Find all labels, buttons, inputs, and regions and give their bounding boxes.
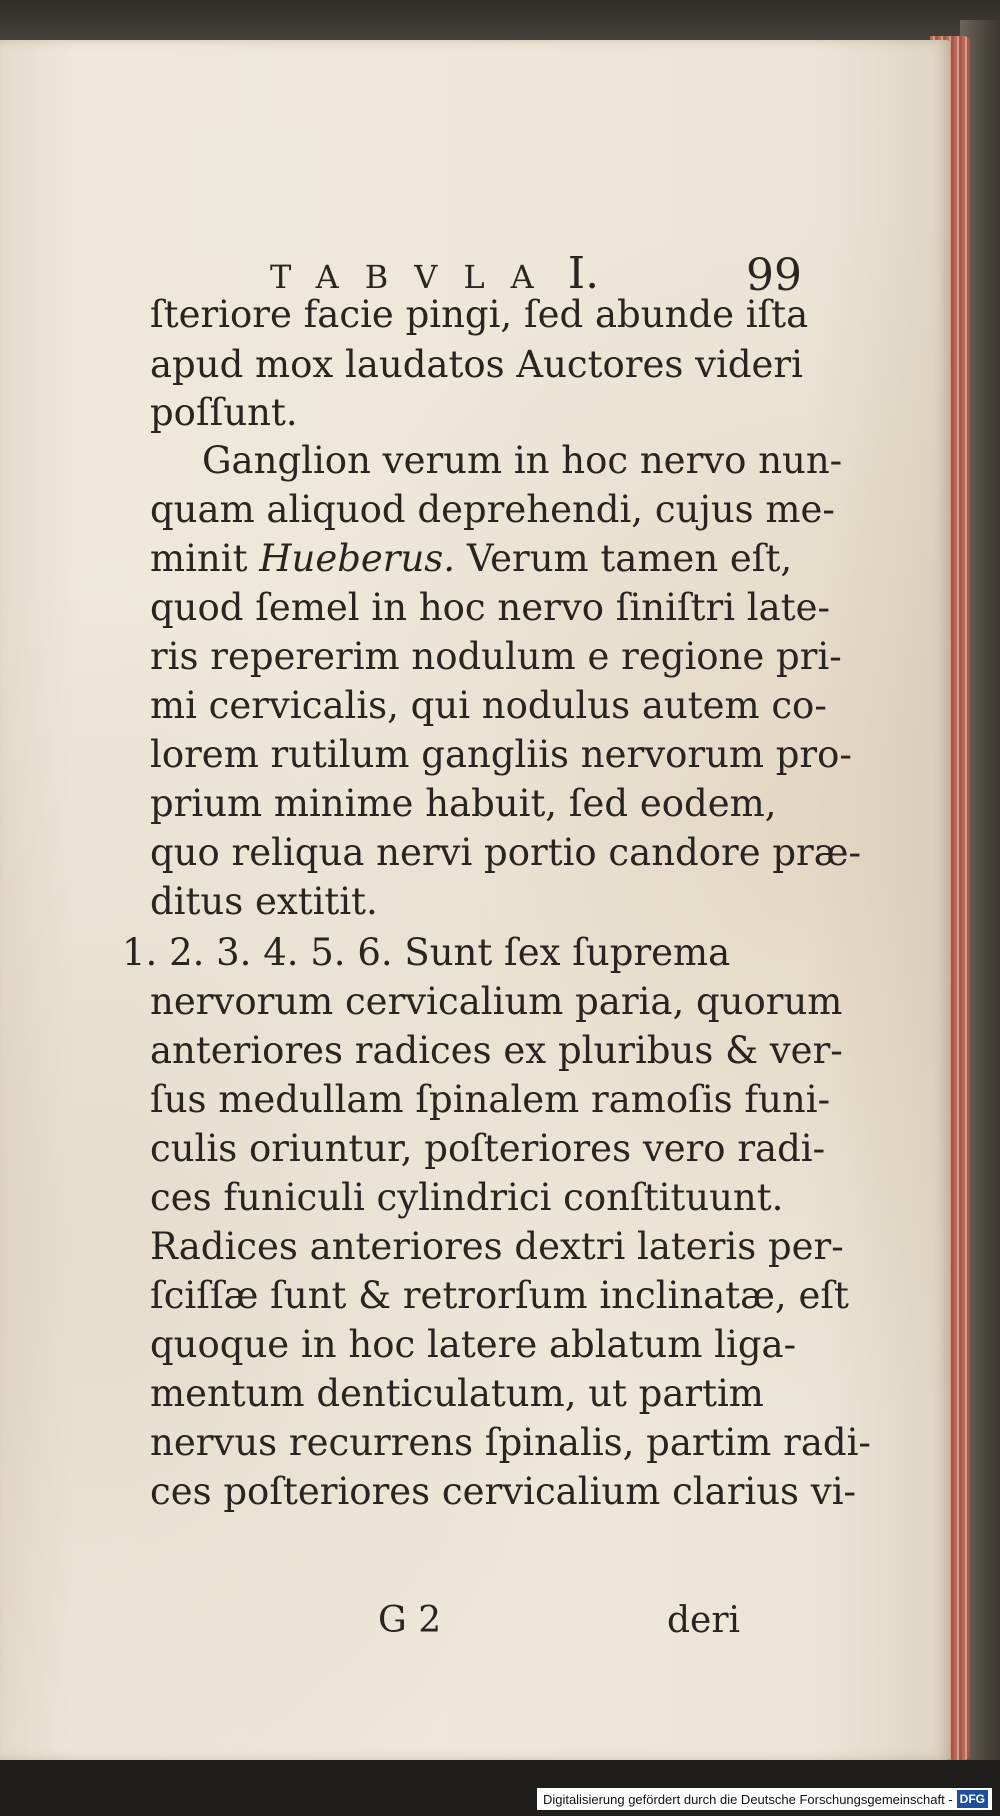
text-line: prium minime habuit, ſed eodem, [150, 782, 777, 825]
text-line: quoque in hoc latere ablatum liga- [150, 1323, 797, 1366]
text-line: ſteriore facie pingi, ſed abunde iſta [150, 293, 809, 336]
text-line: ſus medullam ſpinalem ramoſis funi- [150, 1078, 831, 1121]
text-line: ditus extitit. [150, 880, 378, 923]
text-line: nervorum cervicalium paria, quorum [150, 980, 843, 1023]
author-name: Hueberus. [259, 537, 456, 580]
page-number: 99 [746, 250, 802, 301]
table-number: I. [567, 248, 600, 299]
text-line: culis oriuntur, poſteriores vero radi- [150, 1127, 826, 1170]
text-line: apud mox laudatos Auctores videri [150, 343, 803, 386]
text-line: lorem rutilum gangliis nervorum pro- [150, 733, 852, 776]
text-line: mi cervicalis, qui nodulus autem co- [150, 684, 827, 727]
text-line: quod ſemel in hoc nervo ſiniſtri late- [150, 586, 830, 629]
text-line: Radices anteriores dextri lateris per- [150, 1225, 844, 1268]
running-title: TABVLA [270, 258, 560, 296]
text-line: ces poſteriores cervicalium clarius vi- [150, 1470, 857, 1513]
signature-mark: G 2 [378, 1600, 442, 1641]
text-line: Ganglion verum in hoc nervo nun- [202, 439, 843, 482]
bottom-strip [0, 1760, 1000, 1816]
text-fragment: minit [150, 537, 260, 580]
text-line: ces funiculi cylindrici conſtituunt. [150, 1176, 784, 1219]
text-line [150, 534, 792, 584]
text-line: nervus recurrens ſpinalis, partim radi- [150, 1421, 871, 1464]
book-page [0, 40, 950, 1760]
text-line: ſciſſæ ſunt & retrorſum inclinatæ, eſt [150, 1274, 849, 1317]
dfg-logo: DFG [957, 1790, 988, 1808]
digitization-text: Digitalisierung gefördert durch die Deutsche Forschungsgemeinschaft - [542, 1791, 953, 1807]
text-line: poſſunt. [150, 391, 298, 434]
text-line: ris repererim nodulum e regione pri- [150, 635, 842, 678]
text-line: quo reliqua nervi portio candore præ- [150, 831, 862, 874]
digitization-notice [537, 1788, 992, 1810]
text-line: 1. 2. 3. 4. 5. 6. Sunt ſex ſuprema [122, 931, 731, 974]
text-line: anteriores radices ex pluribus & ver- [150, 1029, 843, 1072]
catchword: deri [667, 1600, 741, 1641]
text-fragment: Verum tamen eſt, [455, 537, 793, 580]
text-line: mentum denticulatum, ut partim [150, 1372, 764, 1415]
text-line: quam aliquod deprehendi, cujus me- [150, 488, 835, 531]
